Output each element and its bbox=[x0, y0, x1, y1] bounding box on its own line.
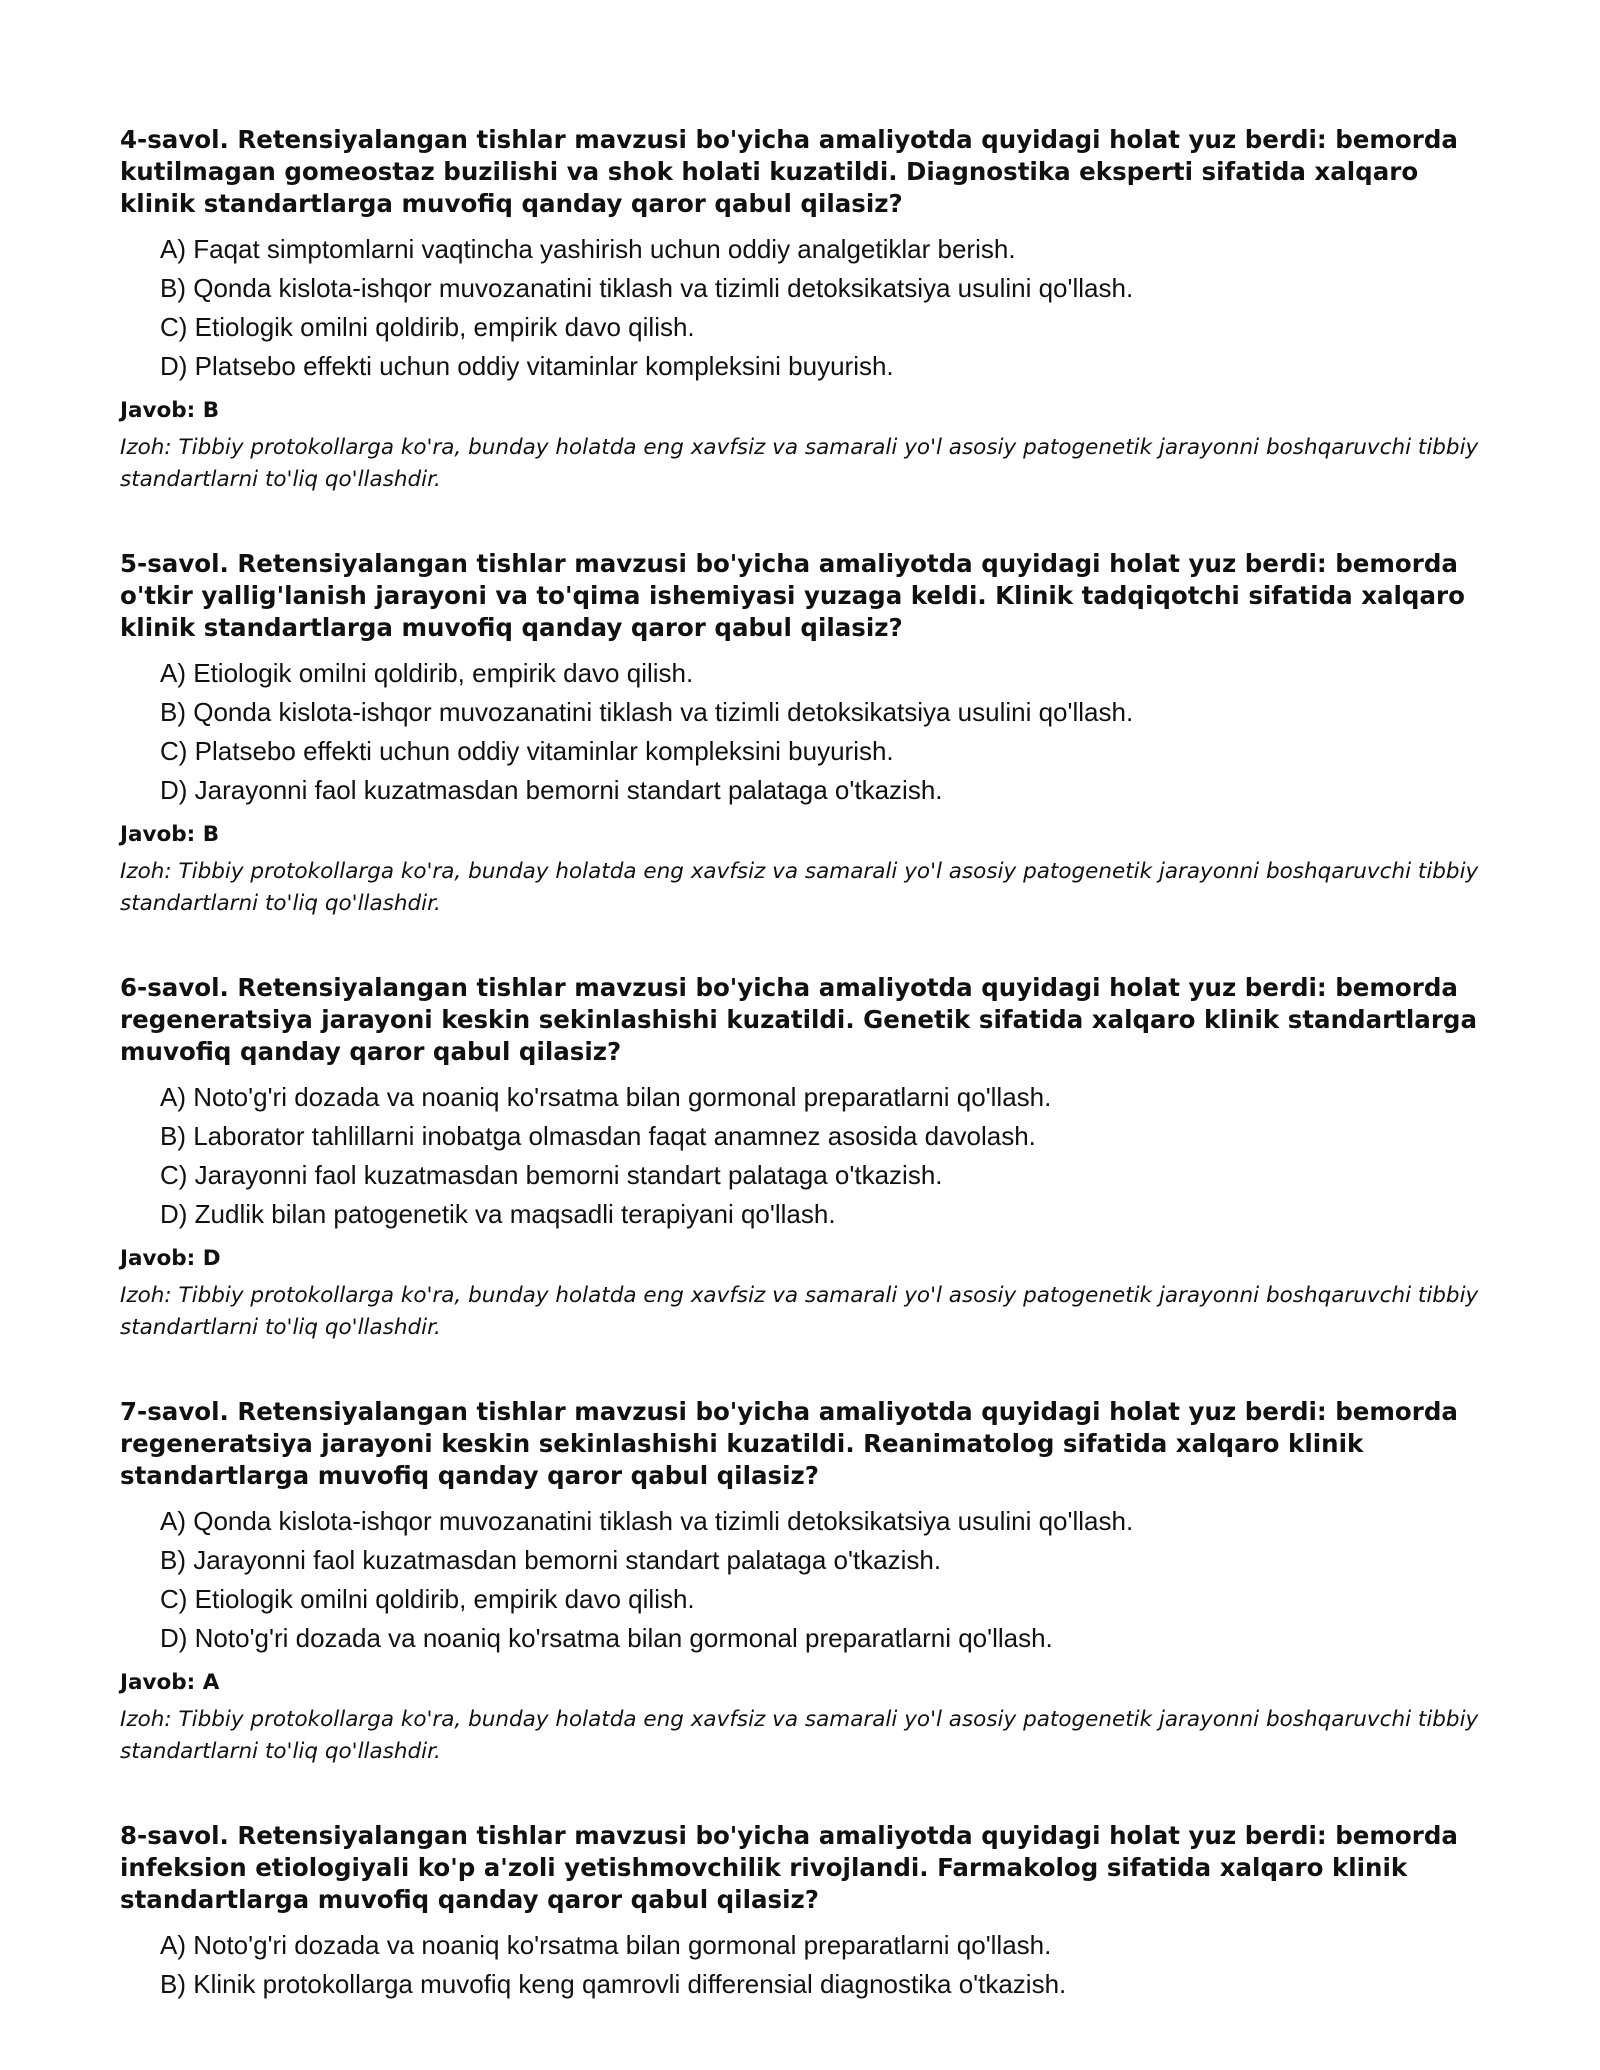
question-title: 8-savol. Retensiyalangan tishlar mavzusi bo'yicha amaliyotda quyidagi holat yuz berdi: bemorda infeksion etiologiyali ko'p a'zoli yetishmovchilik rivojlandi. Farmakolog sifatida xalqaro klinik standartlarga muvofiq qanday qaror qabul qilasiz? bbox=[120, 1821, 1458, 1914]
explanation-note: Izoh: Tibbiy protokollarga ko'ra, bunday holatda eng xavfsiz va samarali yo'l asosiy patogenetik jarayonni boshqaruvchi tibbiy standartlarni to'liq qo'llashdir. bbox=[120, 859, 1479, 916]
option-b: B) Klinik protokollarga muvofiq keng qamrovli differensial diagnostika o'tkazish. bbox=[160, 1969, 1067, 1999]
question-6 bbox=[120, 972, 1500, 1344]
question-title: 7-savol. Retensiyalangan tishlar mavzusi bo'yicha amaliyotda quyidagi holat yuz berdi: bemorda regeneratsiya jarayoni keskin sekinlashishi kuzatildi. Reanimatolog sifatida xalqaro klinik standartlarga muvofiq qanday qaror qabul qilasiz? bbox=[120, 1397, 1458, 1490]
option-d: D) Noto'g'ri dozada va noaniq ko'rsatma bilan gormonal preparatlarni qo'llash. bbox=[160, 1623, 1053, 1653]
answer-label: Javob: B bbox=[120, 398, 220, 423]
question-5 bbox=[120, 548, 1500, 920]
option-d: D) Platsebo effekti uchun oddiy vitaminlar kompleksini buyurish. bbox=[160, 351, 894, 381]
option-a: A) Etiologik omilni qoldirib, empirik davo qilish. bbox=[160, 658, 694, 688]
answer-label: Javob: B bbox=[120, 822, 220, 847]
option-list bbox=[120, 1078, 1500, 1234]
option-list bbox=[120, 1502, 1500, 1658]
question-title: 4-savol. Retensiyalangan tishlar mavzusi bo'yicha amaliyotda quyidagi holat yuz berdi: bemorda kutilmagan gomeostaz buzilishi va shok holati kuzatildi. Diagnostika eksperti sifatida xalqaro klinik standartlarga muvofiq qanday qaror qabul qilasiz? bbox=[120, 125, 1458, 218]
question-title: 5-savol. Retensiyalangan tishlar mavzusi bo'yicha amaliyotda quyidagi holat yuz berdi: bemorda o'tkir yallig'lanish jarayoni va to'qima ishemiyasi yuzaga keldi. Klinik tadqiqotchi sifatida xalqaro klinik standartlarga muvofiq qanday qaror qabul qilasiz? bbox=[120, 549, 1465, 642]
question-title: 6-savol. Retensiyalangan tishlar mavzusi bo'yicha amaliyotda quyidagi holat yuz berdi: bemorda regeneratsiya jarayoni keskin sekinlashishi kuzatildi. Genetik sifatida xalqaro klinik standartlarga muvofiq qanday qaror qabul qilasiz? bbox=[120, 973, 1477, 1066]
option-list bbox=[120, 1926, 1500, 2004]
option-a: A) Noto'g'ri dozada va noaniq ko'rsatma bilan gormonal preparatlarni qo'llash. bbox=[160, 1082, 1052, 1112]
option-b: B) Laborator tahlillarni inobatga olmasdan faqat anamnez asosida davolash. bbox=[160, 1121, 1036, 1151]
option-c: C) Jarayonni faol kuzatmasdan bemorni standart palataga o'tkazish. bbox=[160, 1160, 943, 1190]
option-c: C) Etiologik omilni qoldirib, empirik davo qilish. bbox=[160, 1584, 695, 1614]
explanation-note: Izoh: Tibbiy protokollarga ko'ra, bunday holatda eng xavfsiz va samarali yo'l asosiy patogenetik jarayonni boshqaruvchi tibbiy standartlarni to'liq qo'llashdir. bbox=[120, 1707, 1479, 1764]
explanation-note: Izoh: Tibbiy protokollarga ko'ra, bunday holatda eng xavfsiz va samarali yo'l asosiy patogenetik jarayonni boshqaruvchi tibbiy standartlarni to'liq qo'llashdir. bbox=[120, 435, 1479, 492]
answer-label: Javob: D bbox=[120, 1246, 221, 1271]
question-4 bbox=[120, 124, 1500, 496]
document-page bbox=[120, 124, 1500, 2056]
option-a: A) Faqat simptomlarni vaqtincha yashirish uchun oddiy analgetiklar berish. bbox=[160, 234, 1016, 264]
option-list bbox=[120, 654, 1500, 810]
option-b: B) Jarayonni faol kuzatmasdan bemorni standart palataga o'tkazish. bbox=[160, 1545, 942, 1575]
option-c: C) Platsebo effekti uchun oddiy vitaminlar kompleksini buyurish. bbox=[160, 736, 894, 766]
option-b: B) Qonda kislota-ishqor muvozanatini tiklash va tizimli detoksikatsiya usulini qo'llash. bbox=[160, 697, 1134, 727]
option-a: A) Noto'g'ri dozada va noaniq ko'rsatma bilan gormonal preparatlarni qo'llash. bbox=[160, 1930, 1052, 1960]
option-b: B) Qonda kislota-ishqor muvozanatini tiklash va tizimli detoksikatsiya usulini qo'llash. bbox=[160, 273, 1134, 303]
explanation-note: Izoh: Tibbiy protokollarga ko'ra, bunday holatda eng xavfsiz va samarali yo'l asosiy patogenetik jarayonni boshqaruvchi tibbiy standartlarni to'liq qo'llashdir. bbox=[120, 1283, 1479, 1340]
question-7 bbox=[120, 1396, 1500, 1768]
option-c: C) Etiologik omilni qoldirib, empirik davo qilish. bbox=[160, 312, 695, 342]
option-a: A) Qonda kislota-ishqor muvozanatini tiklash va tizimli detoksikatsiya usulini qo'llash. bbox=[160, 1506, 1134, 1536]
option-d: D) Zudlik bilan patogenetik va maqsadli terapiyani qo'llash. bbox=[160, 1199, 836, 1229]
option-d: D) Jarayonni faol kuzatmasdan bemorni standart palataga o'tkazish. bbox=[160, 775, 943, 805]
question-8 bbox=[120, 1820, 1500, 2004]
answer-label: Javob: A bbox=[120, 1670, 220, 1695]
option-list bbox=[120, 230, 1500, 386]
